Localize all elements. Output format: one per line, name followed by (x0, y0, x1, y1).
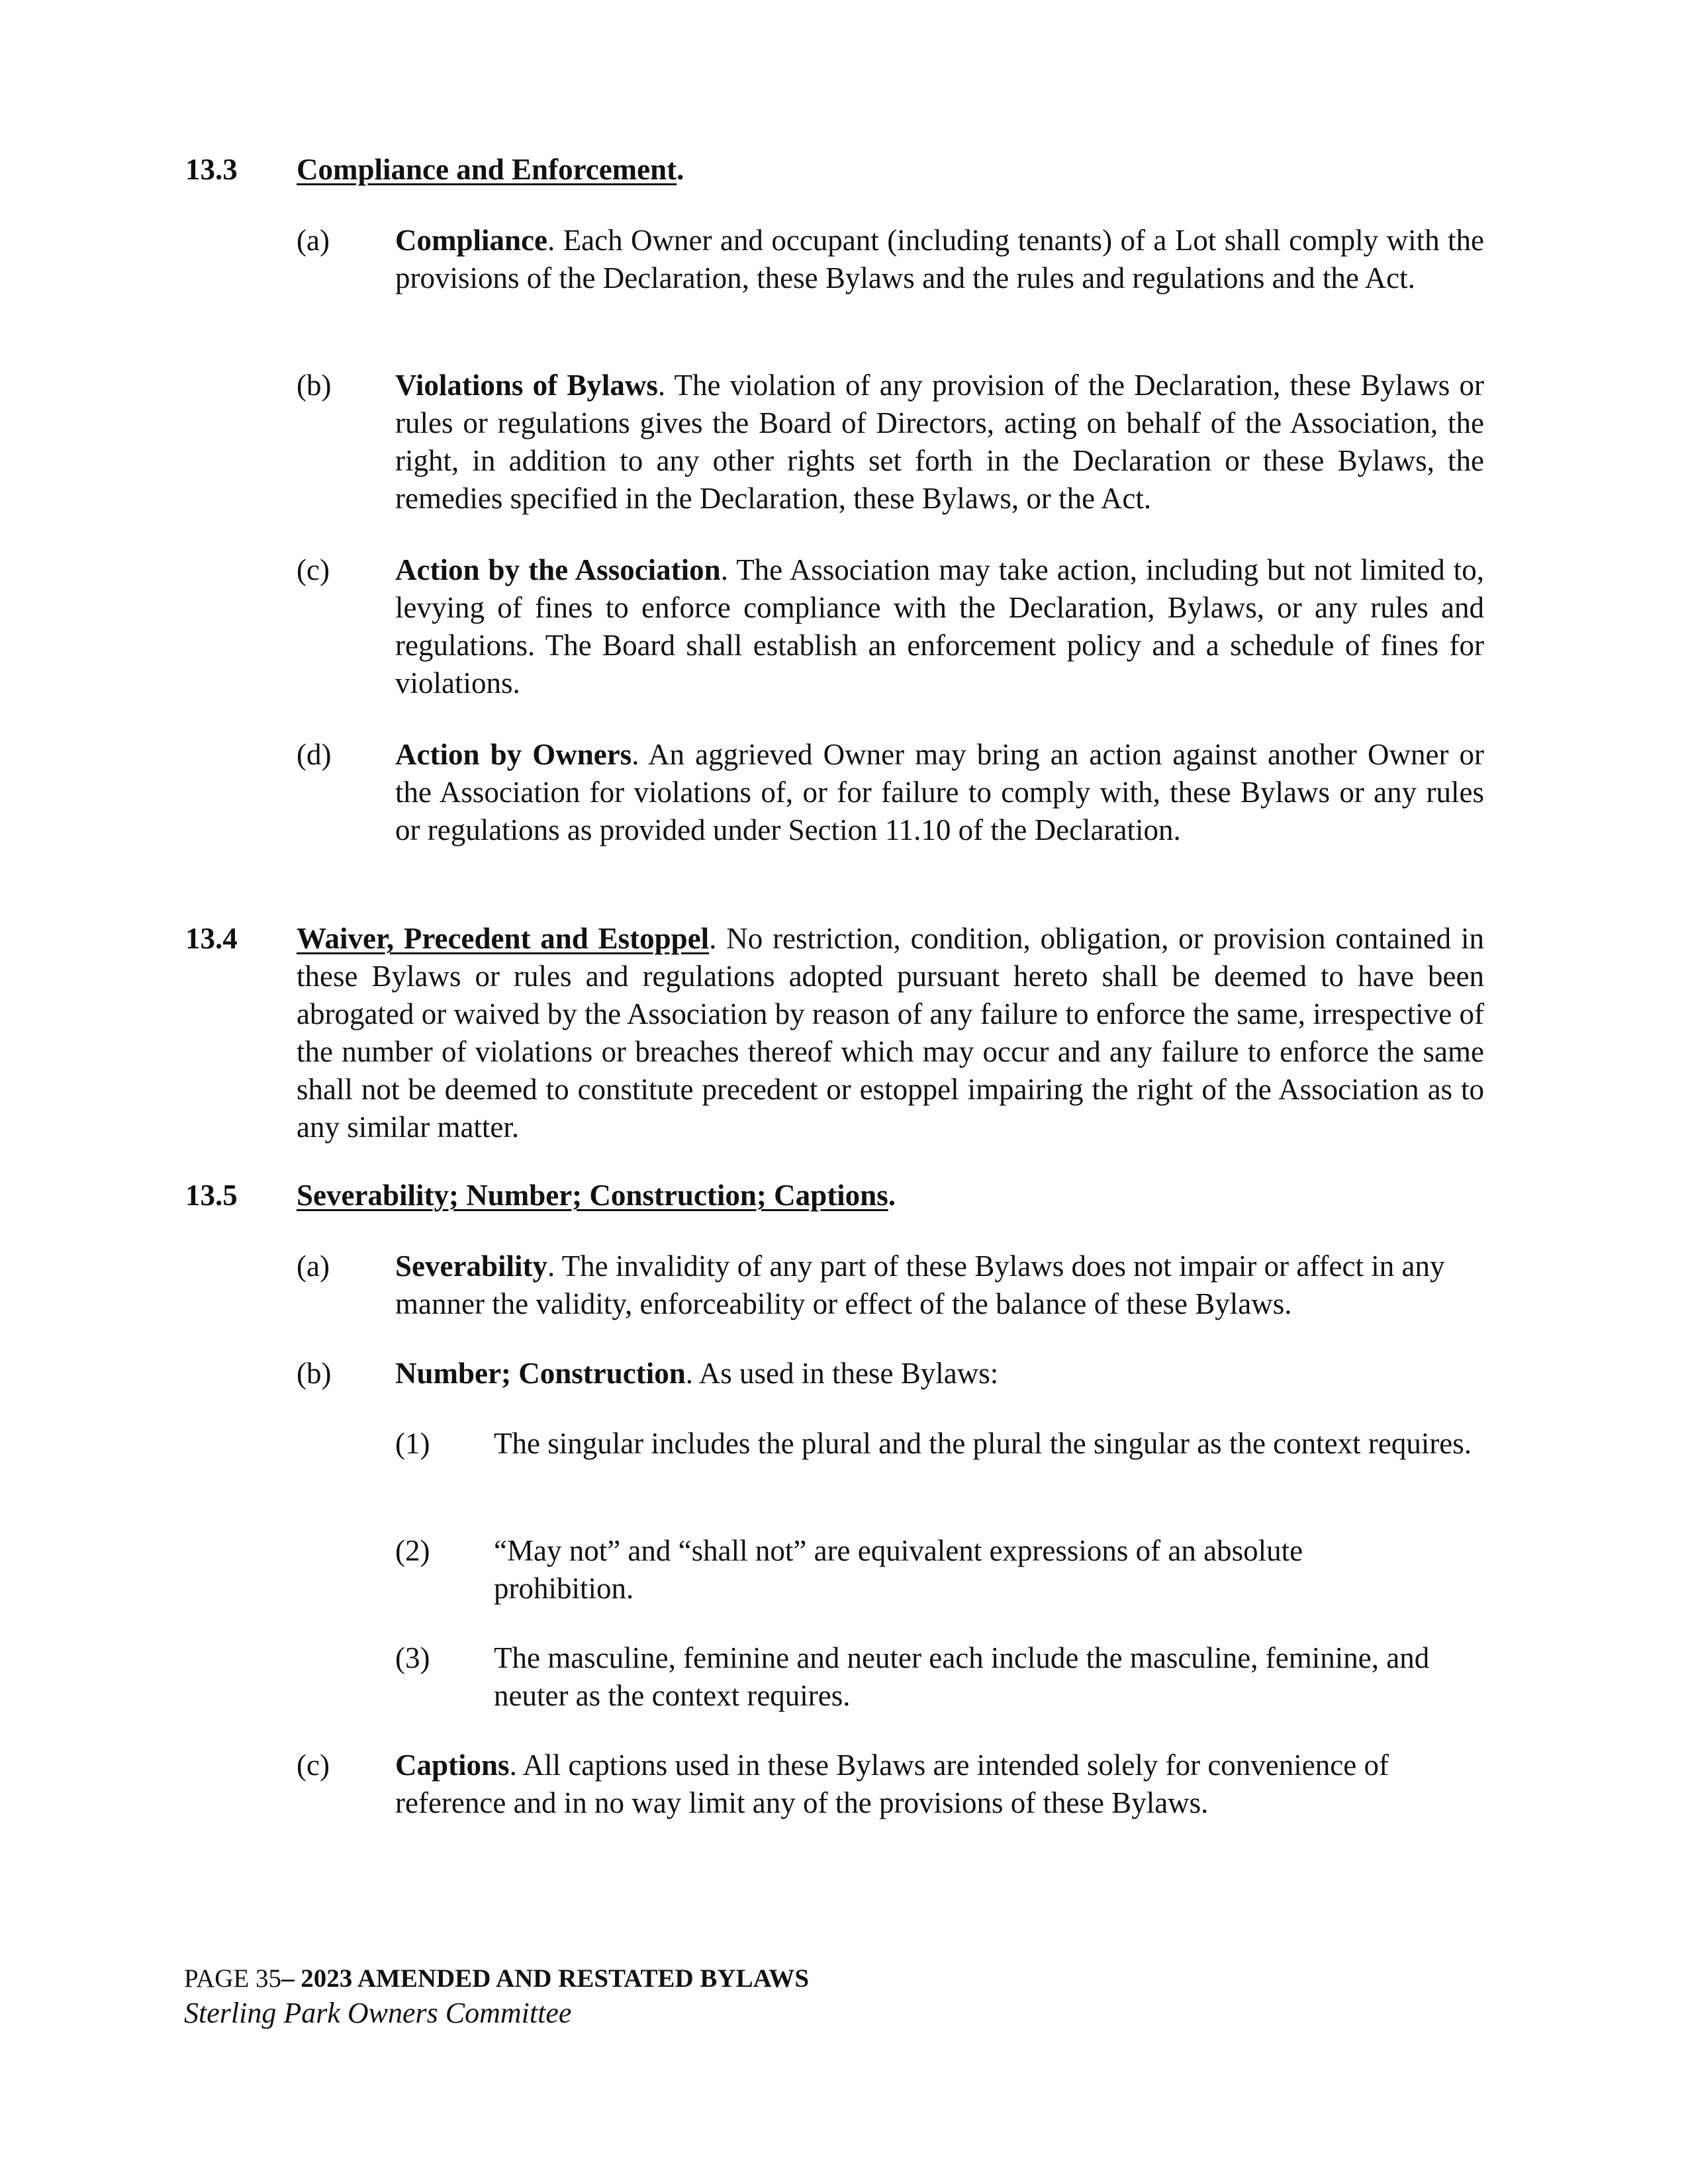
item-heading: Captions (395, 1749, 510, 1782)
organization-name: Sterling Park Owners Committee (184, 1997, 572, 2029)
list-item (395, 736, 1484, 849)
item-label: (a) (297, 224, 330, 257)
subitem-label: (2) (395, 1534, 430, 1567)
item-label: (d) (297, 738, 332, 771)
section-paragraph (297, 920, 1484, 1146)
list-item (395, 1747, 1484, 1822)
subitem-label: (3) (395, 1641, 430, 1674)
list-item (395, 222, 1484, 297)
section-heading: Severability; Number; Construction; Captions. (297, 1179, 896, 1212)
item-heading: Number; Construction (395, 1357, 686, 1390)
section-heading: Compliance and Enforcement. (297, 153, 684, 186)
page-footer: PAGE 35– 2023 AMENDED AND RESTATED BYLAWS (184, 1964, 810, 1993)
section-text: . No restriction, condition, obligation, or provision contained in these Bylaws or rules and regulations adopted pursuant hereto shall be deemed to have been abrogated or waived by the Association by reason of any failure to enforce the same, irrespective of the number of violations or breaches thereof which may occur and any failure to enforce the same shall not be deemed to constitute precedent or estoppel impairing the right of the Association as to any similar matter. (297, 922, 1484, 1144)
section-title: Waiver, Precedent and Estoppel (297, 922, 710, 955)
section-number: 13.5 (185, 1179, 238, 1212)
item-heading: Compliance (395, 224, 547, 257)
section-title: Compliance and Enforcement (297, 153, 677, 186)
section-number: 13.4 (185, 922, 238, 955)
item-label: (c) (297, 1749, 330, 1782)
subitem-label: (1) (395, 1427, 430, 1460)
item-heading: Action by the Association (395, 553, 721, 586)
item-text: . Each Owner and occupant (including tenants) of a Lot shall comply with the provisions of the Declaration, these Bylaws and the rules and regulations and the Act. (395, 224, 1484, 295)
item-label: (a) (297, 1250, 330, 1283)
subitem-text: The singular includes the plural and the plural the singular as the context requires. (494, 1427, 1472, 1460)
list-item (395, 1355, 1484, 1392)
item-text: . The Association may take action, including but not limited to, levying of fines to enforce compliance with the Declaration, Bylaws, or any rules and regulations. The Board shall establish an enforcement policy and a schedule of fines for violations. (395, 553, 1484, 700)
section-number: 13.3 (185, 153, 238, 186)
item-text: . An aggrieved Owner may bring an action against another Owner or the Association for violations of, or for failure to comply with, these Bylaws or any rules or regulations as provided under Section 11.10 of the Declaration. (395, 738, 1485, 846)
subitem-text: “May not” and “shall not” are equivalent expressions of an absolute prohibition. (494, 1534, 1303, 1605)
list-item (395, 1248, 1484, 1323)
section-title: Severability; Number; Construction; Captions (297, 1179, 888, 1212)
item-label: (b) (297, 369, 332, 402)
list-item (395, 367, 1484, 518)
item-heading: Violations of Bylaws (395, 369, 658, 402)
item-text: . All captions used in these Bylaws are intended solely for convenience of reference and in no way limit any of the provisions of these Bylaws. (395, 1749, 1389, 1819)
item-label: (c) (297, 553, 330, 586)
item-heading: Severability (395, 1250, 547, 1283)
item-text: . The invalidity of any part of these Bylaws does not impair or affect in any manner the validity, enforceability or effect of the balance of these Bylaws. (395, 1250, 1445, 1320)
subitem-text: The masculine, feminine and neuter each include the masculine, feminine, and neuter as the context requires. (494, 1641, 1430, 1712)
page-number: PAGE 35 (184, 1964, 282, 1993)
list-item (395, 551, 1484, 702)
document-title: 2023 AMENDED AND RESTATED BYLAWS (301, 1964, 810, 1993)
item-text: . The violation of any provision of the Declaration, these Bylaws or rules or regulations gives the Board of Directors, acting on behalf of the Association, the right, in addition to any other rights set forth in the Declaration or these Bylaws, the remedies specified in the Declaration, these Bylaws, or the Act. (395, 369, 1484, 515)
item-label: (b) (297, 1357, 332, 1390)
item-heading: Action by Owners (395, 738, 632, 771)
item-text: . As used in these Bylaws: (685, 1357, 999, 1390)
